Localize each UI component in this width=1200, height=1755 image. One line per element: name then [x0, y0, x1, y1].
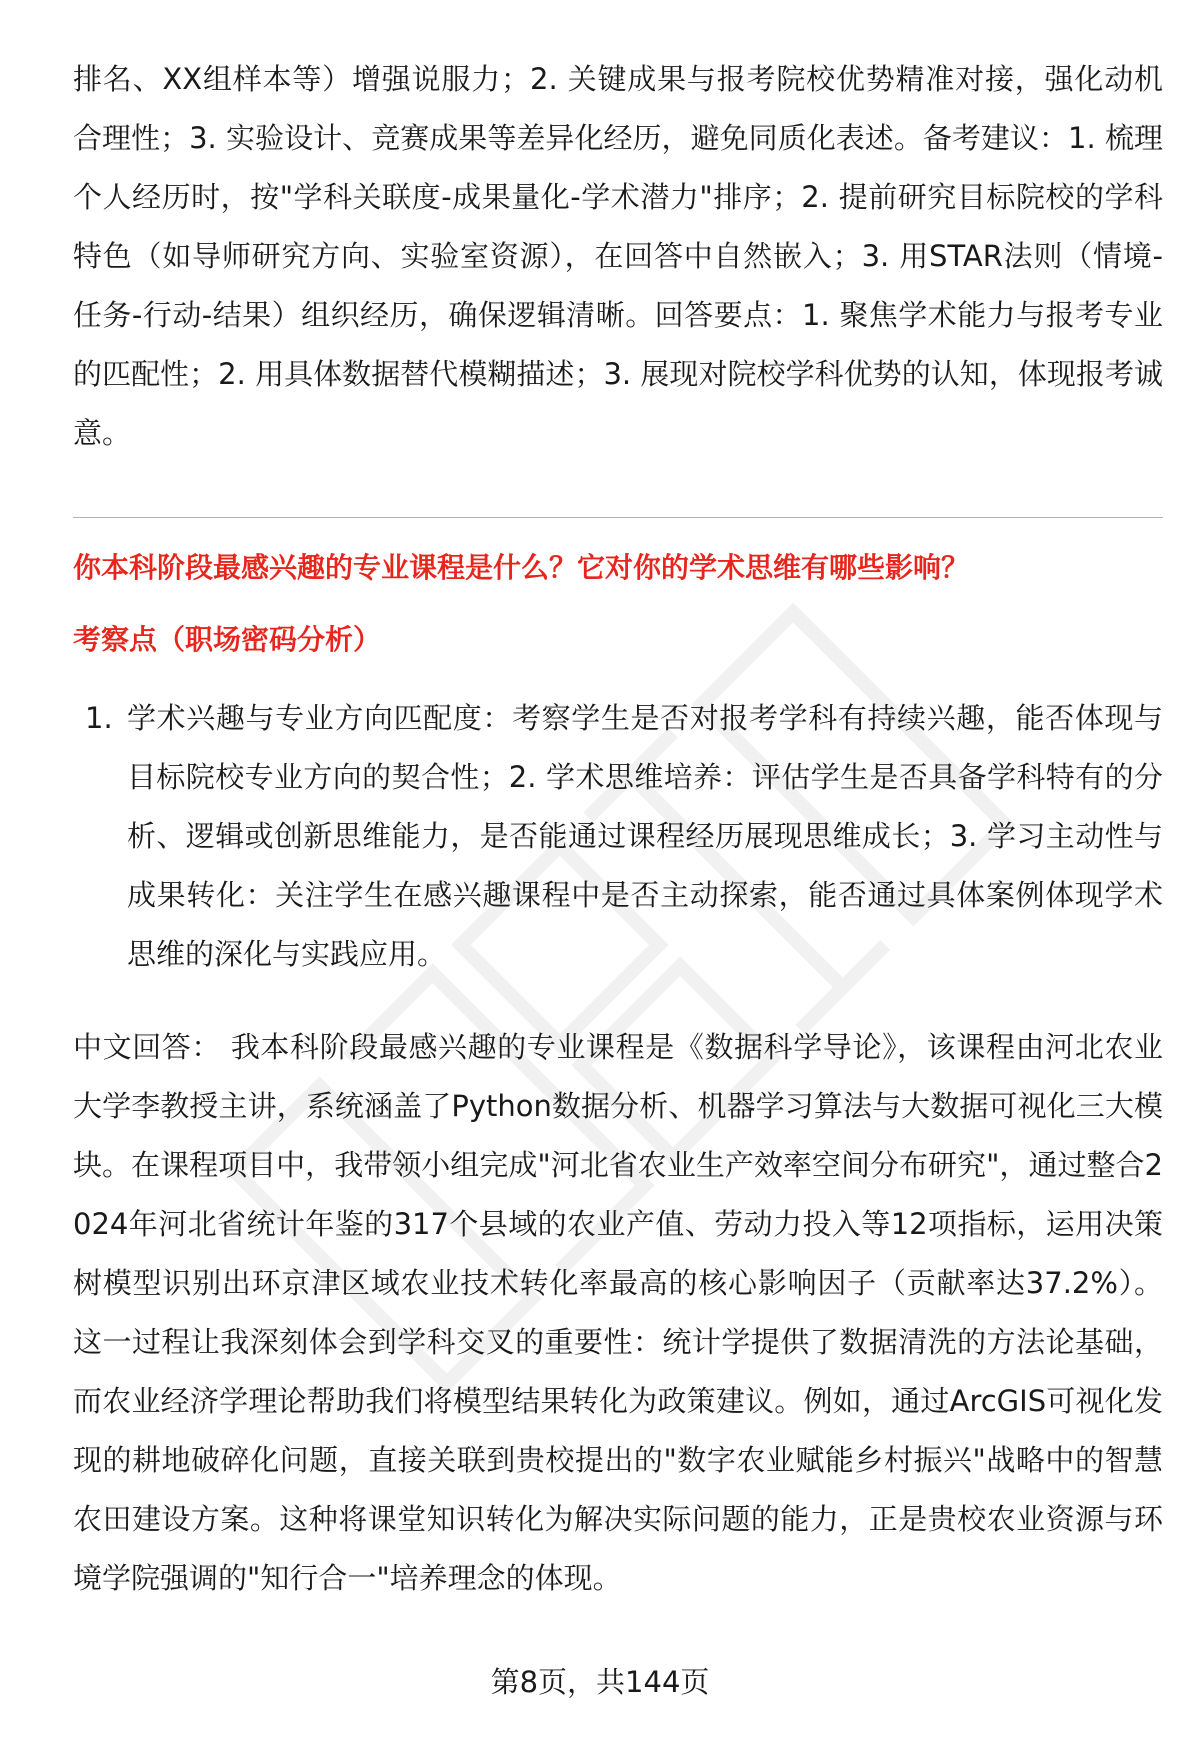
list-item-number: 1.: [85, 701, 113, 735]
page-number: 第8页，共144页: [490, 1665, 710, 1699]
answer-paragraph: 中文回答： 我本科阶段最感兴趣的专业课程是《数据科学导论》，该课程由河北农业大学李教授主讲，系统涵盖了Python数据分析、机器学习算法与大数据可视化三大模块。在课程项目中，我带领小组完成"河北省农业生产效率空间分布研究"，通过整合2024年河北省统计年鉴的317个县域的农业产值、劳动力投入等12项指标，运用决策树模型识别出环京津区域农业技术转化率最高的核心影响因子（贡献率达37.2%）。这一过程让我深刻体会到学科交叉的重要性：统计学提供了数据清洗的方法论基础，而农业经济学理论帮助我们将模型结果转化为政策建议。例如，通过ArcGIS可视化发现的耕地破碎化问题，直接关联到贵校提出的"数字农业赋能乡村振兴"战略中的智慧农田建设方案。这种将课堂知识转化为解决实际问题的能力，正是贵校农业资源与环境学院强调的"知行合一"培养理念的体现。: [73, 1030, 1163, 1595]
top-paragraph-block: [73, 50, 1163, 463]
section-divider: [73, 517, 1163, 518]
list-item-text: 学术兴趣与专业方向匹配度：考察学生是否对报考学科有持续兴趣，能否体现与目标院校专业方向的契合性；2. 学术思维培养：评估学生是否具备学科特有的分析、逻辑或创新思维能力，是否能通过课程经历展现思维成长；3. 学习主动性与成果转化：关注学生在感兴趣课程中是否主动探索，能否通过具体案例体现学术思维的深化与实践应用。: [127, 701, 1163, 971]
intro-paragraph: 排名、XX组样本等）增强说服力；2. 关键成果与报考院校优势精准对接，强化动机合理性；3. 实验设计、竞赛成果等差异化经历，避免同质化表述。备考建议：1. 梳理个人经历时，按"学科关联度-成果量化-学术潜力"排序；2. 提前研究目标院校的学科特色（如导师研究方向、实验室资源），在回答中自然嵌入；3. 用STAR法则（情境-任务-行动-结果）组织经历，确保逻辑清晰。回答要点：1. 聚焦学术能力与报考专业的匹配性；2. 用具体数据替代模糊描述；3. 展现对院校学科优势的认知，体现报考诚意。: [73, 62, 1163, 450]
interview-question: 你本科阶段最感兴趣的专业课程是什么？它对你的学术思维有哪些影响？: [73, 551, 970, 584]
section-title: 考察点（职场密码分析）: [73, 623, 382, 656]
assessment-points-list: [73, 689, 1163, 984]
answer-block: [73, 1018, 1163, 1608]
list-item: [73, 689, 1163, 984]
